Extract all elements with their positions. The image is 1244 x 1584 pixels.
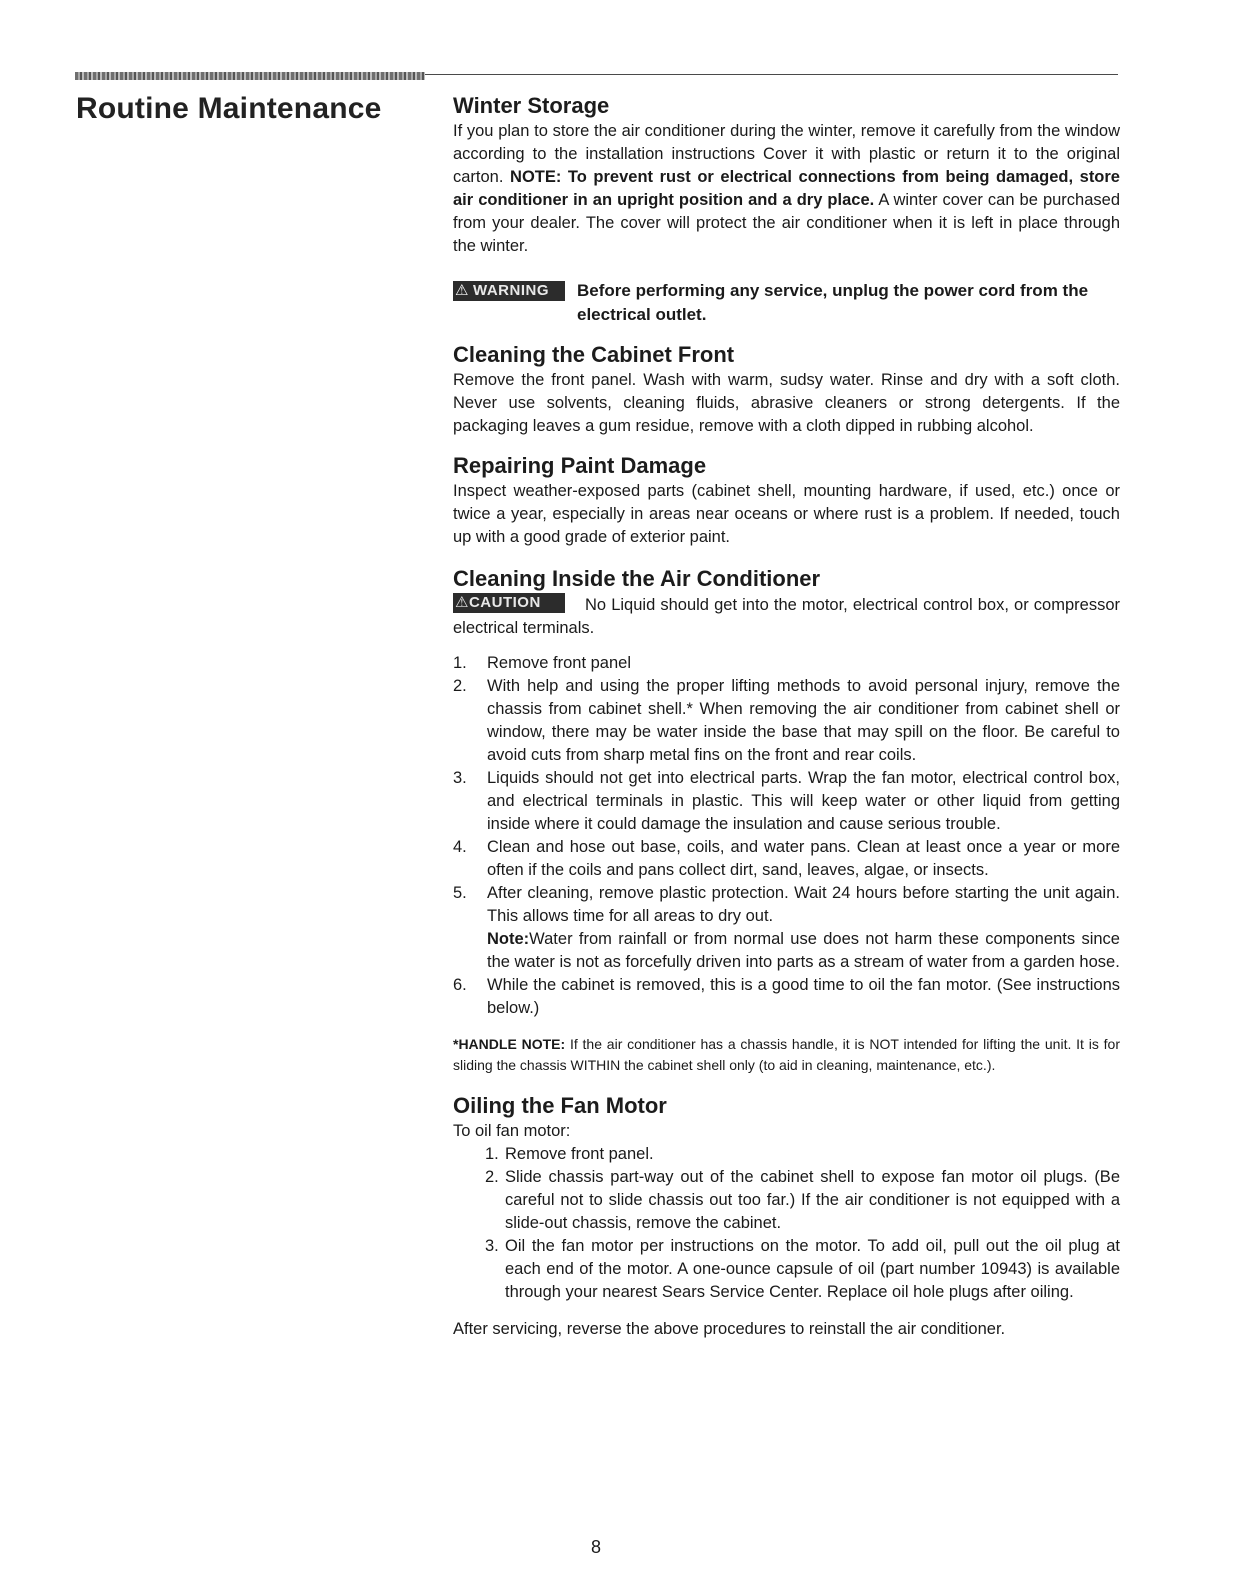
- winter-storage-text-2: A winter cover can be purchased from your dealer. The cover will protect the air conditioner when it is left in place through the winter.: [453, 191, 1120, 255]
- cabinet-front-heading: Cleaning the Cabinet Front: [453, 342, 735, 367]
- paint-damage-heading: Repairing Paint Damage: [453, 453, 707, 478]
- after-servicing-text: After servicing, reverse the above procedures to reinstall the air conditioner.: [453, 1320, 1006, 1338]
- warning-label: [453, 281, 565, 301]
- step-number: 1.: [485, 1145, 499, 1163]
- cleaning-inside-heading: Cleaning Inside the Air Conditioner: [453, 566, 821, 591]
- paint-damage-text: Inspect weather-exposed parts (cabinet shell, mounting hardware, if used, etc.) once or twice a year, especially in areas near oceans or where rust is a problem. If needed, touch up with a good grade of exterior paint.: [453, 482, 1120, 546]
- oiling-intro: To oil fan motor:: [453, 1122, 571, 1140]
- list-item: [485, 1235, 1120, 1304]
- oiling-steps-list: [453, 1143, 1120, 1304]
- step-text: After cleaning, remove plastic protection. Wait 24 hours before starting the unit again. This allows time for all areas to dry out.: [487, 884, 1120, 925]
- warning-label-text: WARNING: [473, 282, 549, 299]
- warning-block: [453, 279, 1120, 327]
- winter-storage-note: NOTE: To prevent rust or electrical connections from being damaged, store air conditioner in an upright position and a dry place.: [453, 168, 1120, 209]
- handle-note-label: *HANDLE NOTE:: [453, 1036, 566, 1052]
- cleaning-steps-list: [453, 652, 1120, 1020]
- winter-storage-heading: Winter Storage: [453, 93, 610, 118]
- step-text: Slide chassis part-way out of the cabinet shell to expose fan motor oil plugs. (Be careful not to slide chassis out too far.) If the air conditioner is not equipped with a slide-out chassis, remove the cabinet.: [505, 1168, 1120, 1232]
- handle-note-text: If the air conditioner has a chassis handle, it is NOT intended for lifting the unit. It is for sliding the chassis WITHIN the cabinet shell only (to aid in cleaning, maintenance, etc.).: [453, 1036, 1120, 1073]
- header-rule-line: [425, 74, 1118, 75]
- section-title: Routine Maintenance: [76, 92, 382, 125]
- list-item: [485, 1166, 1120, 1235]
- step-number: 5.: [453, 884, 467, 902]
- list-item: [453, 675, 1120, 767]
- step-text: Clean and hose out base, coils, and water pans. Clean at least once a year or more often if the coils and pans collect dirt, sand, leaves, algae, or insects.: [487, 838, 1120, 879]
- step-text: Remove front panel.: [505, 1145, 654, 1163]
- list-item: [453, 652, 1120, 675]
- step-number: 1.: [453, 654, 467, 672]
- content-column: [453, 92, 1120, 1341]
- step-number: 3.: [485, 1237, 499, 1255]
- step-text: Remove front panel: [487, 654, 631, 672]
- list-item: [453, 836, 1120, 882]
- winter-storage-paragraph: [453, 120, 1120, 258]
- list-item: [453, 882, 1120, 974]
- cabinet-front-text: Remove the front panel. Wash with warm, sudsy water. Rinse and dry with a soft cloth. Never use solvents, cleaning fluids, abrasive cleaners or strong detergents. If the packaging leaves a gum residue, remove with a cloth dipped in rubbing alcohol.: [453, 371, 1120, 435]
- caution-text: No Liquid should get into the motor, electrical control box, or compressor electrical terminals.: [453, 596, 1120, 637]
- step-number: 6.: [453, 976, 467, 994]
- step-number: 2.: [485, 1168, 499, 1186]
- winter-storage-text-1: If you plan to store the air conditioner during the winter, remove it carefully from the window according to the installation instructions Cover it with plastic or return it to the original carton.: [453, 122, 1120, 186]
- warning-text: Before performing any service, unplug the power cord from the electrical outlet.: [577, 281, 1089, 324]
- page-number: 8: [591, 1537, 602, 1557]
- list-item: [453, 767, 1120, 836]
- list-item: [485, 1143, 1120, 1166]
- step-number: 3.: [453, 769, 467, 787]
- step-note-label: Note:: [487, 930, 530, 948]
- warning-triangle-icon: ⚠: [455, 282, 469, 299]
- step-text: While the cabinet is removed, this is a good time to oil the fan motor. (See instructions below.): [487, 976, 1120, 1017]
- caution-paragraph: [453, 593, 1120, 640]
- step-body: [487, 882, 1120, 974]
- handle-note: [453, 1034, 1120, 1076]
- header-rule-bar: [75, 72, 425, 80]
- caution-label: [453, 593, 565, 613]
- step-number: 4.: [453, 838, 467, 856]
- step-number: 2.: [453, 677, 467, 695]
- oiling-heading: Oiling the Fan Motor: [453, 1093, 667, 1118]
- list-item: [453, 974, 1120, 1020]
- step-text: Liquids should not get into electrical parts. Wrap the fan motor, electrical control box, and electrical terminals in plastic. This will keep water or other liquid from getting inside where it could damage the insulation and cause serious trouble.: [487, 769, 1120, 833]
- caution-triangle-icon: ⚠: [455, 594, 469, 611]
- step-note-text: Water from rainfall or from normal use does not harm these components since the water is not as forcefully driven into parts as a stream of water from a garden hose.: [487, 930, 1120, 971]
- step-text: Oil the fan motor per instructions on the motor. To add oil, pull out the oil plug at each end of the motor. A one-ounce capsule of oil (part number 10943) is available through your nearest Sears Service Center. Replace oil hole plugs after oiling.: [505, 1237, 1120, 1301]
- caution-label-text: CAUTION: [468, 594, 541, 611]
- step-text: With help and using the proper lifting methods to avoid personal injury, remove the chassis from cabinet shell.* When removing the air conditioner from cabinet shell or window, there may be water inside the base that may spill on the floor. Be careful to avoid cuts from sharp metal fins on the front and rear coils.: [487, 677, 1120, 764]
